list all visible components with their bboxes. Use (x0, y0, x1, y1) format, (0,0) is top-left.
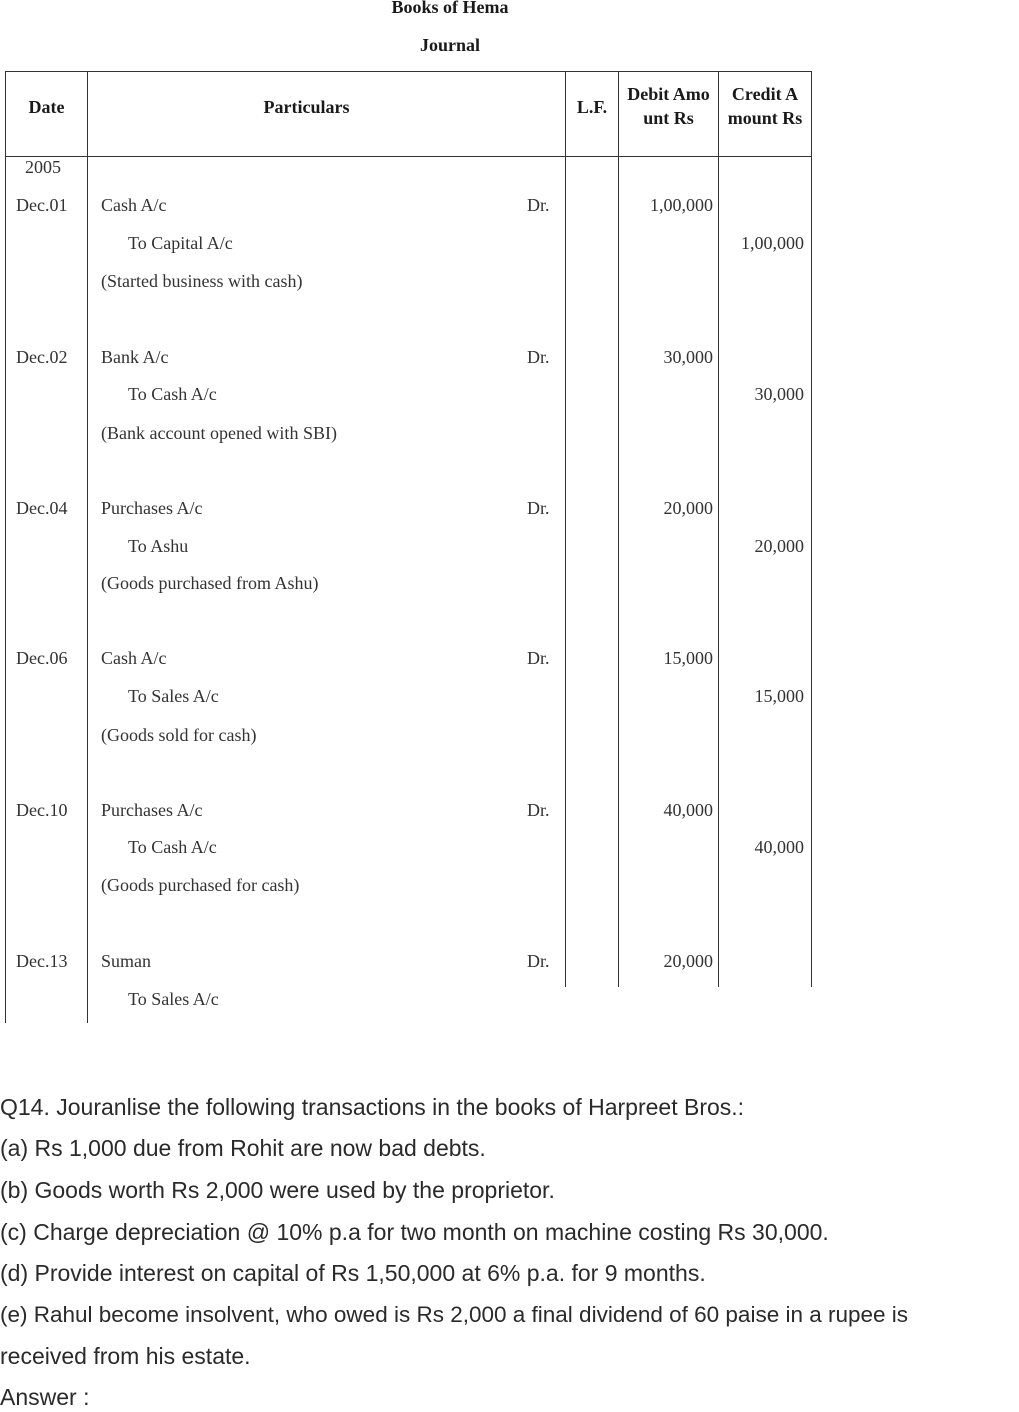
year-label: 2005 (25, 157, 61, 177)
header-lf: L.F. (576, 97, 608, 117)
entry-debit-amount: 1,00,000 (650, 195, 713, 215)
question-item-c: (c) Charge depreciation @ 10% p.a for two month on machine costing Rs 30,000. (0, 1219, 829, 1245)
question-item-d: (d) Provide interest on capital of Rs 1,50,000 at 6% p.a. for 9 months. (0, 1260, 706, 1286)
entry-debit-amount: 40,000 (663, 800, 713, 820)
entry-date: Dec.01 (16, 195, 68, 215)
entry-date: Dec.13 (16, 951, 68, 971)
entry-credit-amount: 20,000 (754, 536, 804, 556)
question-title: Q14. Jouranlise the following transactions in the books of Harpreet Bros.: (0, 1094, 745, 1120)
header-credit-line2: mount Rs (727, 108, 803, 128)
entry-dr-label: Dr. (527, 800, 550, 820)
entry-narration: (Goods purchased for cash) (101, 875, 300, 895)
entry-credit-account: To Sales A/c (128, 989, 219, 1009)
entry-debit-account: Bank A/c (101, 347, 169, 367)
table-particulars-divider (565, 71, 566, 987)
entry-date: Dec.10 (16, 800, 68, 820)
entry-debit-amount: 15,000 (663, 648, 713, 668)
entry-debit-amount: 20,000 (663, 498, 713, 518)
entry-debit-account: Cash A/c (101, 648, 167, 668)
entry-credit-account: To Cash A/c (128, 837, 217, 857)
entry-dr-label: Dr. (527, 347, 550, 367)
entry-debit-amount: 20,000 (663, 951, 713, 971)
entry-dr-label: Dr. (527, 498, 550, 518)
entry-credit-amount: 15,000 (754, 686, 804, 706)
entry-narration: (Bank account opened with SBI) (101, 423, 337, 443)
header-date: Date (28, 97, 65, 117)
entry-debit-amount: 30,000 (663, 347, 713, 367)
journal-title: Journal (419, 35, 480, 55)
entry-dr-label: Dr. (527, 195, 550, 215)
entry-dr-label: Dr. (527, 648, 550, 668)
entry-credit-account: To Cash A/c (128, 384, 217, 404)
entry-debit-account: Cash A/c (101, 195, 167, 215)
table-right-border (811, 71, 812, 987)
entry-date: Dec.06 (16, 648, 68, 668)
header-debit (619, 82, 718, 130)
entry-date: Dec.02 (16, 347, 68, 367)
entry-debit-account: Purchases A/c (101, 800, 203, 820)
header-debit-line1: Debit Amo (627, 84, 710, 104)
entry-credit-amount: 40,000 (754, 837, 804, 857)
book-title: Books of Hema (391, 0, 509, 17)
answer-label: Answer : (0, 1384, 90, 1410)
table-left-border (5, 71, 6, 1023)
entry-credit-amount: 1,00,000 (741, 233, 804, 253)
table-header-bottom-border (5, 156, 812, 157)
table-top-border (5, 71, 812, 72)
entry-credit-amount: 30,000 (754, 384, 804, 404)
entry-credit-account: To Sales A/c (128, 686, 219, 706)
entry-debit-account: Purchases A/c (101, 498, 203, 518)
table-debit-divider (718, 71, 719, 987)
entry-credit-account: To Capital A/c (128, 233, 233, 253)
header-particulars: Particulars (263, 97, 350, 117)
entry-narration: (Goods sold for cash) (101, 725, 257, 745)
question-item-b: (b) Goods worth Rs 2,000 were used by the proprietor. (0, 1177, 555, 1203)
table-lf-divider (618, 71, 619, 987)
header-debit-line2: unt Rs (643, 108, 694, 128)
entry-date: Dec.04 (16, 498, 68, 518)
entry-dr-label: Dr. (527, 951, 550, 971)
question-item-e-continued: received from his estate. (0, 1343, 251, 1369)
header-credit (719, 82, 811, 130)
entry-credit-account: To Ashu (128, 536, 189, 556)
table-date-divider (87, 71, 88, 1023)
entry-narration: (Goods purchased from Ashu) (101, 573, 319, 593)
entry-narration: (Started business with cash) (101, 271, 303, 291)
question-item-e: (e) Rahul become insolvent, who owed is Rs 2,000 a final dividend of 60 paise in a rupee is (0, 1302, 909, 1327)
question-item-a: (a) Rs 1,000 due from Rohit are now bad debts. (0, 1135, 486, 1161)
header-credit-line1: Credit A (731, 84, 799, 104)
entry-debit-account: Suman (101, 951, 152, 971)
